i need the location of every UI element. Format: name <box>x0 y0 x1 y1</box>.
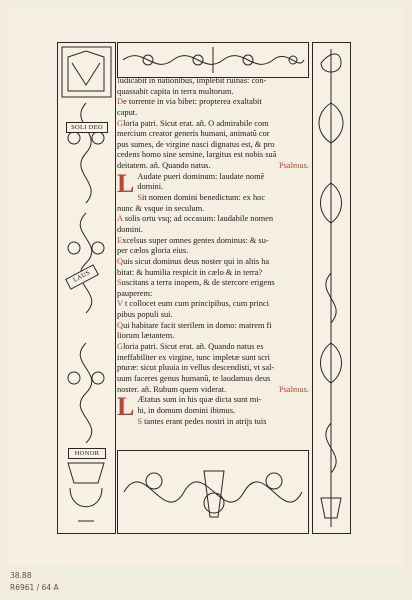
inventory-number-2: R6961 / 64 A <box>10 583 59 592</box>
right-border-panel <box>312 42 351 534</box>
label-soli-deo: SOLI DEO <box>66 122 108 133</box>
label-honor: HONOR <box>68 448 106 459</box>
text-block <box>117 76 309 427</box>
text-line: pus sumes, de virgine nasci dignatus est, & pro <box>117 139 275 149</box>
initial-letter: G <box>117 118 124 128</box>
rubric-psalmus: Psalmus. <box>278 161 309 171</box>
initial-letter: D <box>117 97 124 107</box>
large-initial-L-2: L <box>117 392 135 422</box>
initial-letter: I <box>117 76 120 85</box>
text-line: ineffabiliter ex virgine, tunc impletæ sunt scri <box>117 352 270 362</box>
text-line: De torrente in via bibet: propterea exaltabit <box>117 97 262 107</box>
text-line: uum faceres genus humanũ, te laudamus deus <box>117 373 271 383</box>
initial-letter: S <box>137 193 143 203</box>
text-line: caput. <box>117 107 138 117</box>
top-border-panel <box>117 42 309 78</box>
text-line: Gloria patri. Sicut erat. añ. Quando natus es <box>117 342 264 352</box>
text-line: per cælos gloria eius. <box>117 246 189 256</box>
text-line: S tantes erant pedes nostri in atrijs tuis <box>137 416 267 426</box>
text-line: quassabit capita in terra multorum. <box>117 86 234 96</box>
text-line: pibus populi sui. <box>117 310 173 320</box>
text-line: hi, in domum domini ibimus. <box>137 405 236 415</box>
initial-letter: S <box>117 278 122 288</box>
top-border-ornament <box>118 43 308 77</box>
initial-letter: Q <box>117 256 124 266</box>
text-line: Sit nomen domini benedictum: ex hoc <box>137 193 266 203</box>
text-line: domini. <box>137 182 164 192</box>
text-line: cedens homo sine semine, largitus est nobis suã <box>117 150 277 160</box>
label-laus: LAUS <box>65 264 99 290</box>
text-line: Iudicabit in nationibus, implebit ruinas: con- <box>117 76 267 85</box>
text-line: Quis sicut dominus deus noster qui in altis ha <box>117 256 270 266</box>
text-line: Excelsus super omnes gentes dominus: & su- <box>117 235 269 245</box>
right-border-ornament <box>313 43 350 533</box>
text-line: liorum lætantem. <box>117 331 175 341</box>
text-line: deitatem. añ. Quando natus. Psalmus. <box>117 161 309 171</box>
rubric-psalmus-2: Psalmus. <box>278 384 309 394</box>
text-line: Ætatus sum in his quæ dicta sunt mi- <box>137 395 262 405</box>
text-line: pturæ: sicut pluuia in vellus descendisti, vt sal- <box>117 363 275 373</box>
text-line: Audate pueri dominum: laudate nomẽ <box>137 171 265 181</box>
initial-letter: Q <box>117 320 124 330</box>
text-line: Gloria patri. Sicut erat. añ. O admirabile com <box>117 118 269 128</box>
initial-letter: G <box>117 342 124 352</box>
bottom-border-ornament <box>118 451 308 533</box>
text-line: A solis ortu vsq; ad occasum: laudabile nomen <box>117 214 274 224</box>
bottom-border-panel <box>117 450 309 534</box>
initial-letter: A <box>117 214 123 224</box>
left-border-panel <box>57 42 116 534</box>
initial-letter: S <box>137 416 143 426</box>
inventory-number: 38.88 <box>10 571 32 580</box>
text-line: Qui habitare facit sterilem in domo: matrem fi <box>117 320 272 330</box>
text-line: noster. añ. Rubum quem viderat. Psalmus. <box>117 384 309 394</box>
text-line: nunc & vsque in seculum. <box>117 203 205 213</box>
text-line: pauperem: <box>117 288 153 298</box>
large-initial-L: L <box>117 168 135 198</box>
text-line: domini. <box>117 224 143 234</box>
text-line: Suscitans a terra inopem, & de stercore erigens <box>117 278 275 288</box>
initial-letter: E <box>117 235 123 245</box>
initial-letter: V <box>117 299 123 309</box>
text-line: bitat: & humilia respicit in cælo & in terra? <box>117 267 263 277</box>
left-border-ornament <box>58 43 115 533</box>
text-line: V t collocet eum cum principibus, cum princi <box>117 299 269 309</box>
text-line: mercium creator generis humani, animatũ cor <box>117 129 270 139</box>
